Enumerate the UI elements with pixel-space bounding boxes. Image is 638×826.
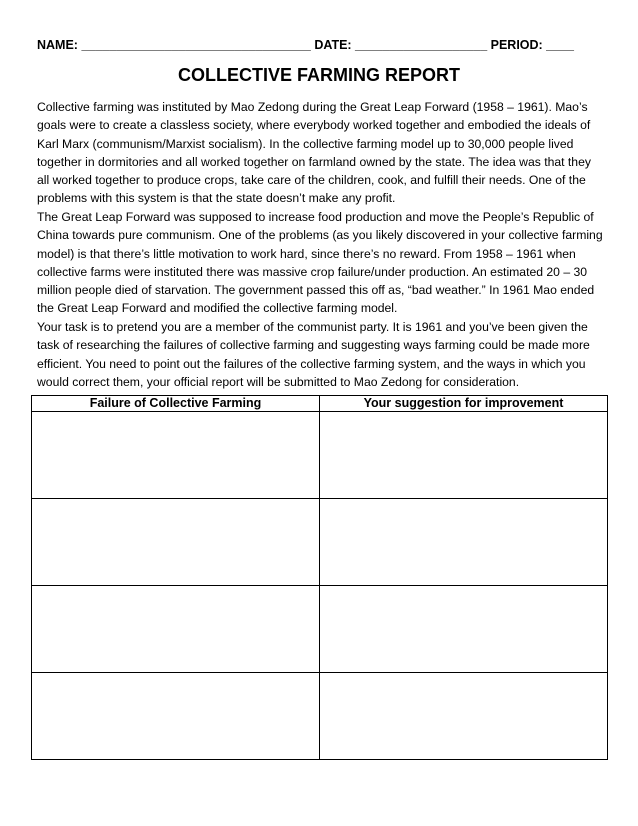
table-row — [32, 499, 608, 586]
failure-cell[interactable] — [32, 499, 320, 586]
suggestion-cell[interactable] — [320, 673, 608, 760]
table-row — [32, 673, 608, 760]
table-header-row — [32, 396, 608, 412]
failure-column-header: Failure of Collective Farming — [32, 396, 320, 412]
suggestion-cell[interactable] — [320, 499, 608, 586]
background-paragraph: The Great Leap Forward was supposed to increase food production and move the People’s Republic of China towards pure communism. One of the problems (as you likely discovered in your collective farming model) is that there’s little motivation to work hard, since there’s no reward. From 1958 – 1961 when collective farms were instituted there was massive crop failure/under production. An estimated 20 – 30 million people died of starvation. The government passed this off as, “bad weather.” In 1961 Mao ended the Great Leap Forward and modified the collective farming model. — [37, 210, 603, 316]
intro-paragraph: Collective farming was instituted by Mao Zedong during the Great Leap Forward (1958 – 1961). Mao’s goals were to create a classless society, where everybody worked together and embodied the ideals of Karl Marx (communism/Marxist socialism). In the collective farming model up to 30,000 people lived together in dormitories and all worked together on farmland owned by the state. The idea was that they all worked together to produce crops, take care of the children, cook, and fulfill their needs. One of the problems with this system is that the state doesn’t make any profit. — [37, 100, 591, 206]
failure-cell[interactable] — [32, 412, 320, 499]
suggestion-cell[interactable] — [320, 586, 608, 673]
suggestion-column-header: Your suggestion for improvement — [320, 396, 608, 412]
task-paragraph: Your task is to pretend you are a member of the communist party. It is 1961 and you’ve been given the task of researching the failures of collective farming and suggesting ways farming could be made more efficient. You need to point out the failures of the collective farming system, and the ways in which you would correct them, your official report will be submitted to Mao Zedong for consideration. — [37, 320, 590, 389]
failure-cell[interactable] — [32, 586, 320, 673]
report-table — [31, 395, 608, 760]
page-title: COLLECTIVE FARMING REPORT — [177, 65, 460, 85]
suggestion-cell[interactable] — [320, 412, 608, 499]
table-row — [32, 412, 608, 499]
student-info-line: NAME: _________________________________ DATE: ___________________ PERIOD: ____ — [37, 38, 574, 52]
table-row — [32, 586, 608, 673]
failure-cell[interactable] — [32, 673, 320, 760]
